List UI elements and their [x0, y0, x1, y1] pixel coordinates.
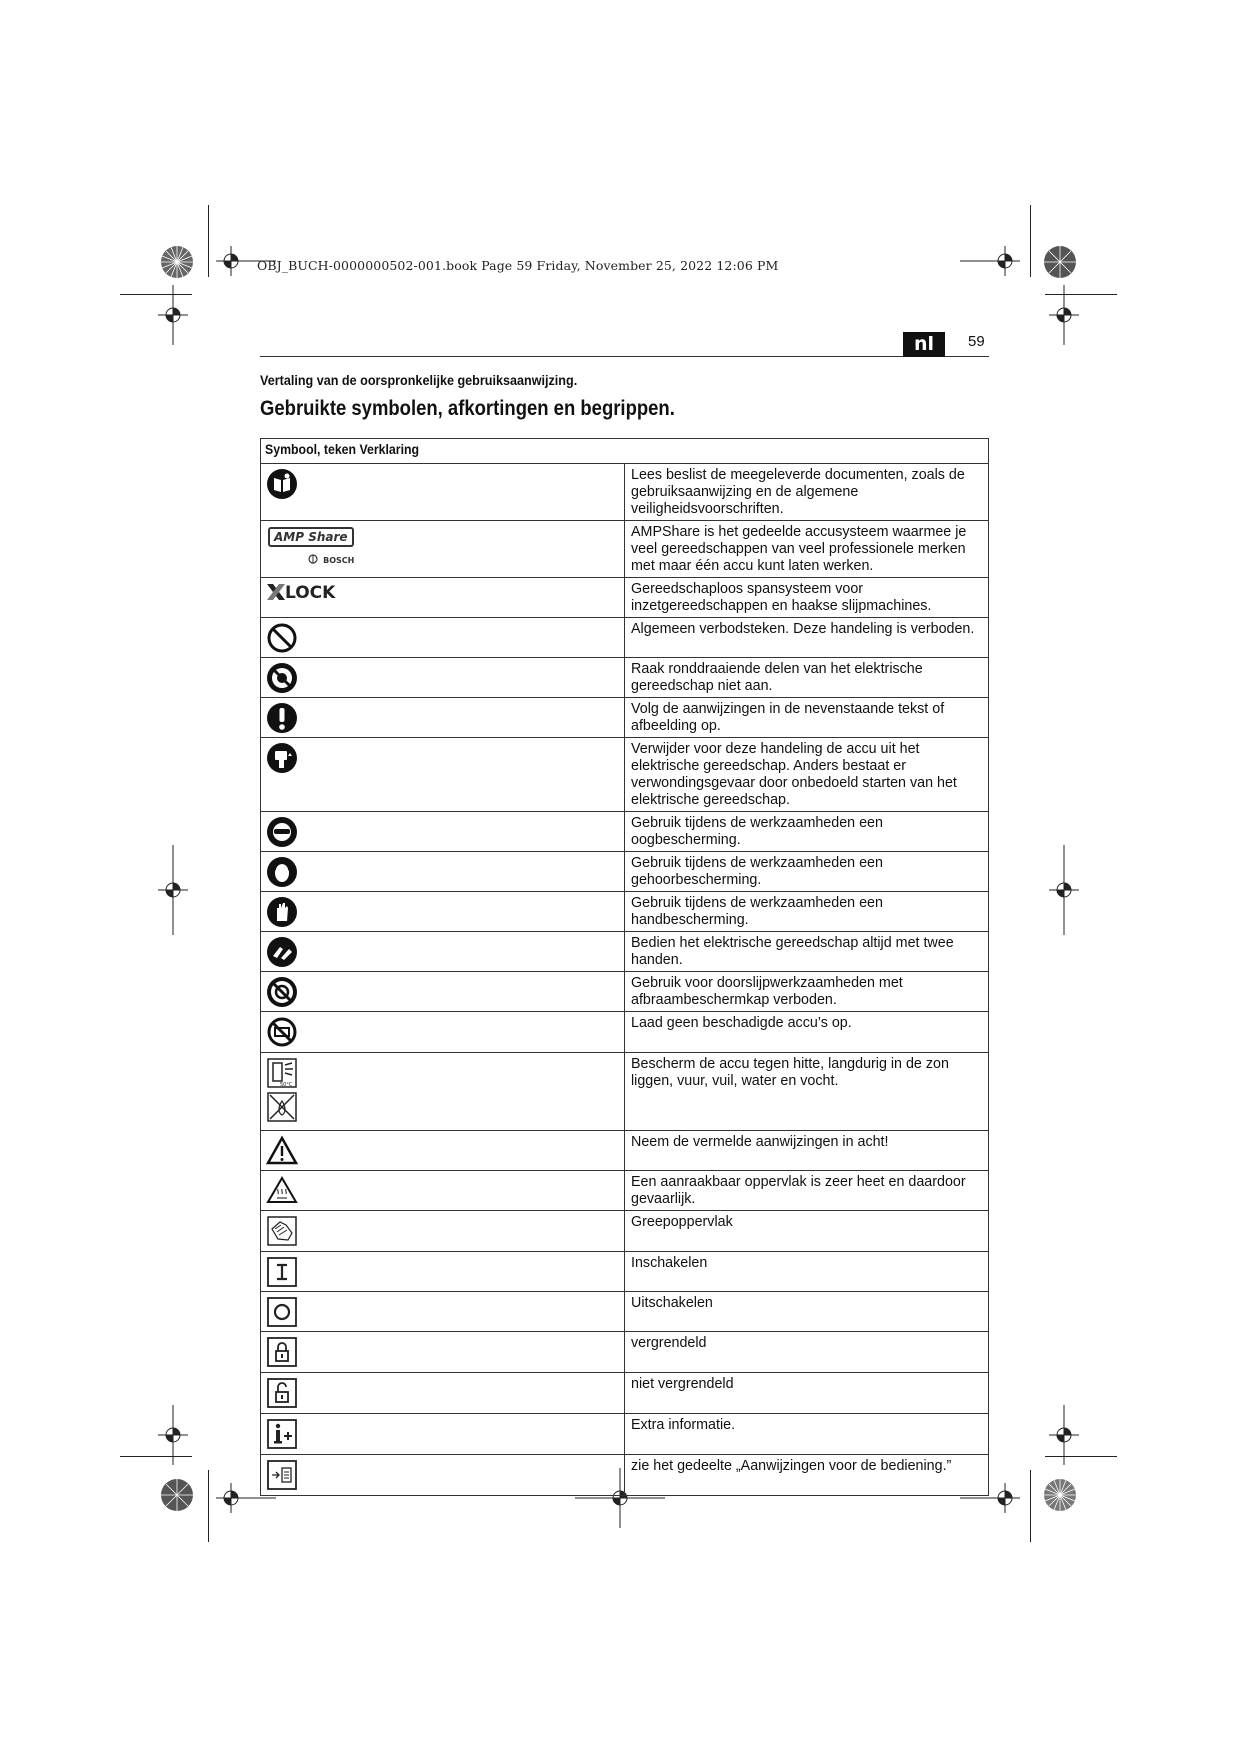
- see-operating-notes-icon: [266, 1459, 298, 1491]
- row-text: Gebruik voor doorslijpwerkzaamheden met afbraambeschermkap verboden.: [625, 972, 989, 1012]
- row-text: Bescherm de accu tegen hitte, langdurig in de zon liggen, vuur, vuil, water en vocht.: [625, 1053, 989, 1131]
- table-row: [261, 618, 989, 658]
- row-text: Inschakelen: [625, 1252, 989, 1292]
- bosch-logo-text: BOSCH: [323, 556, 355, 565]
- grip-surface-icon: [266, 1215, 298, 1247]
- row-text: Extra informatie.: [625, 1414, 989, 1455]
- table-row: [261, 812, 989, 852]
- bosch-logo-icon: [308, 554, 318, 564]
- row-text: Volg de aanwijzingen in de nevenstaande tekst of afbeelding op.: [625, 698, 989, 738]
- symbols-table: [260, 438, 989, 1496]
- registration-mark-icon: [158, 1405, 188, 1465]
- page-number: 59: [968, 333, 985, 350]
- table-row: [261, 1414, 989, 1455]
- unlocked-icon: [266, 1377, 298, 1409]
- color-rosette-icon: [160, 245, 194, 279]
- table-row: [261, 1332, 989, 1373]
- header-rule: [260, 356, 989, 357]
- switch-on-icon: [266, 1256, 298, 1288]
- section-title: Gebruikte symbolen, afkortingen en begrippen.: [260, 397, 675, 420]
- row-text: Gebruik tijdens de werkzaamheden een gehoorbescherming.: [625, 852, 989, 892]
- no-cutting-guard-icon: [266, 976, 298, 1008]
- battery-heat-protection-icon: [266, 1057, 298, 1089]
- prohibition-icon: [266, 622, 298, 654]
- table-row: [261, 738, 989, 812]
- registration-mark-icon: [1049, 285, 1079, 345]
- table-row: [261, 464, 989, 521]
- row-text: Een aanraakbaar oppervlak is zeer heet en daardoor gevaarlijk.: [625, 1171, 989, 1211]
- warning-triangle-icon: [266, 1135, 298, 1167]
- color-rosette-icon: [1043, 245, 1077, 279]
- eye-protection-icon: [266, 816, 298, 848]
- row-text: Uitschakelen: [625, 1292, 989, 1332]
- row-text: Gebruik tijdens de werkzaamheden een handbescherming.: [625, 892, 989, 932]
- table-header: Symbool, teken Verklaring: [265, 441, 420, 457]
- print-book-line: OBJ_BUCH-0000000502-001.book Page 59 Friday, November 25, 2022 12:06 PM: [257, 258, 779, 273]
- row-text: vergrendeld: [625, 1332, 989, 1373]
- table-row: [261, 932, 989, 972]
- ampshare-logo-text: AMP Share: [268, 527, 354, 547]
- table-row: [261, 1012, 989, 1053]
- row-text: Neem de vermelde aanwijzingen in acht!: [625, 1131, 989, 1171]
- table-header-row: [261, 439, 989, 464]
- row-text: Laad geen beschadigde accu’s op.: [625, 1012, 989, 1053]
- table-row: [261, 1211, 989, 1252]
- switch-off-icon: [266, 1296, 298, 1328]
- table-row: [261, 852, 989, 892]
- two-hands-icon: [266, 936, 298, 968]
- row-text: Raak ronddraaiende delen van het elektrische gereedschap niet aan.: [625, 658, 989, 698]
- table-row: [261, 1171, 989, 1211]
- info-icon: [266, 1418, 298, 1450]
- table-row: [261, 1131, 989, 1171]
- row-text: Verwijder voor deze handeling de accu uit het elektrische gereedschap. Anders bestaat er verwondingsgevaar door onbedoeld starten van het elektrische gereedschap.: [625, 738, 989, 812]
- row-text: zie het gedeelte „Aanwijzingen voor de bediening.”: [625, 1455, 989, 1496]
- table-row: [261, 1252, 989, 1292]
- registration-mark-icon: [158, 285, 188, 345]
- row-text: Gereedschaploos spansysteem voor inzetgereedschappen en haakse slijpmachines.: [625, 578, 989, 618]
- battery-water-fire-icon: [266, 1091, 298, 1123]
- table-row: [261, 1373, 989, 1414]
- ampshare-logo: [268, 526, 624, 565]
- row-text: Lees beslist de meegeleverde documenten, zoals de gebruiksaanwijzing en de algemene veiligheidsvoorschriften.: [625, 464, 989, 521]
- xlock-logo: [267, 583, 624, 603]
- registration-mark-icon: [1049, 1405, 1079, 1465]
- language-badge: nl: [903, 332, 945, 357]
- hearing-protection-icon: [266, 856, 298, 888]
- registration-mark-icon: [960, 246, 1020, 276]
- read-manual-icon: [266, 468, 298, 500]
- table-row: [261, 1053, 989, 1131]
- table-row: [261, 1455, 989, 1496]
- color-rosette-icon: [160, 1478, 194, 1512]
- table-row: [261, 972, 989, 1012]
- exclamation-icon: [266, 702, 298, 734]
- color-rosette-icon: [1043, 1478, 1077, 1512]
- row-text: Greepoppervlak: [625, 1211, 989, 1252]
- hand-protection-icon: [266, 896, 298, 928]
- registration-mark-icon: [1049, 845, 1079, 935]
- registration-mark-icon: [158, 845, 188, 935]
- document-subtitle: Vertaling van de oorspronkelijke gebruiksaanwijzing.: [260, 372, 578, 388]
- row-text: Gebruik tijdens de werkzaamheden een oogbescherming.: [625, 812, 989, 852]
- hot-surface-icon: [266, 1175, 298, 1205]
- no-charge-damaged-battery-icon: [266, 1016, 298, 1048]
- xlock-logo-text: LOCK: [285, 583, 336, 603]
- row-text: AMPShare is het gedeelde accusysteem waarmee je veel gereedschappen van veel professionele merken met maar één accu kunt laten werken.: [625, 521, 989, 578]
- table-row: [261, 1292, 989, 1332]
- table-row: [261, 698, 989, 738]
- row-text: niet vergrendeld: [625, 1373, 989, 1414]
- locked-icon: [266, 1336, 298, 1368]
- temperature-label: 50°C: [280, 1082, 293, 1088]
- xlock-x-icon: [267, 584, 285, 600]
- remove-battery-icon: [266, 742, 298, 774]
- row-text: Algemeen verbodsteken. Deze handeling is verboden.: [625, 618, 989, 658]
- row-text: Bedien het elektrische gereedschap altijd met twee handen.: [625, 932, 989, 972]
- no-touch-rotating-icon: [266, 662, 298, 694]
- table-row: [261, 578, 989, 618]
- table-row: [261, 892, 989, 932]
- table-row: [261, 521, 989, 578]
- table-row: [261, 658, 989, 698]
